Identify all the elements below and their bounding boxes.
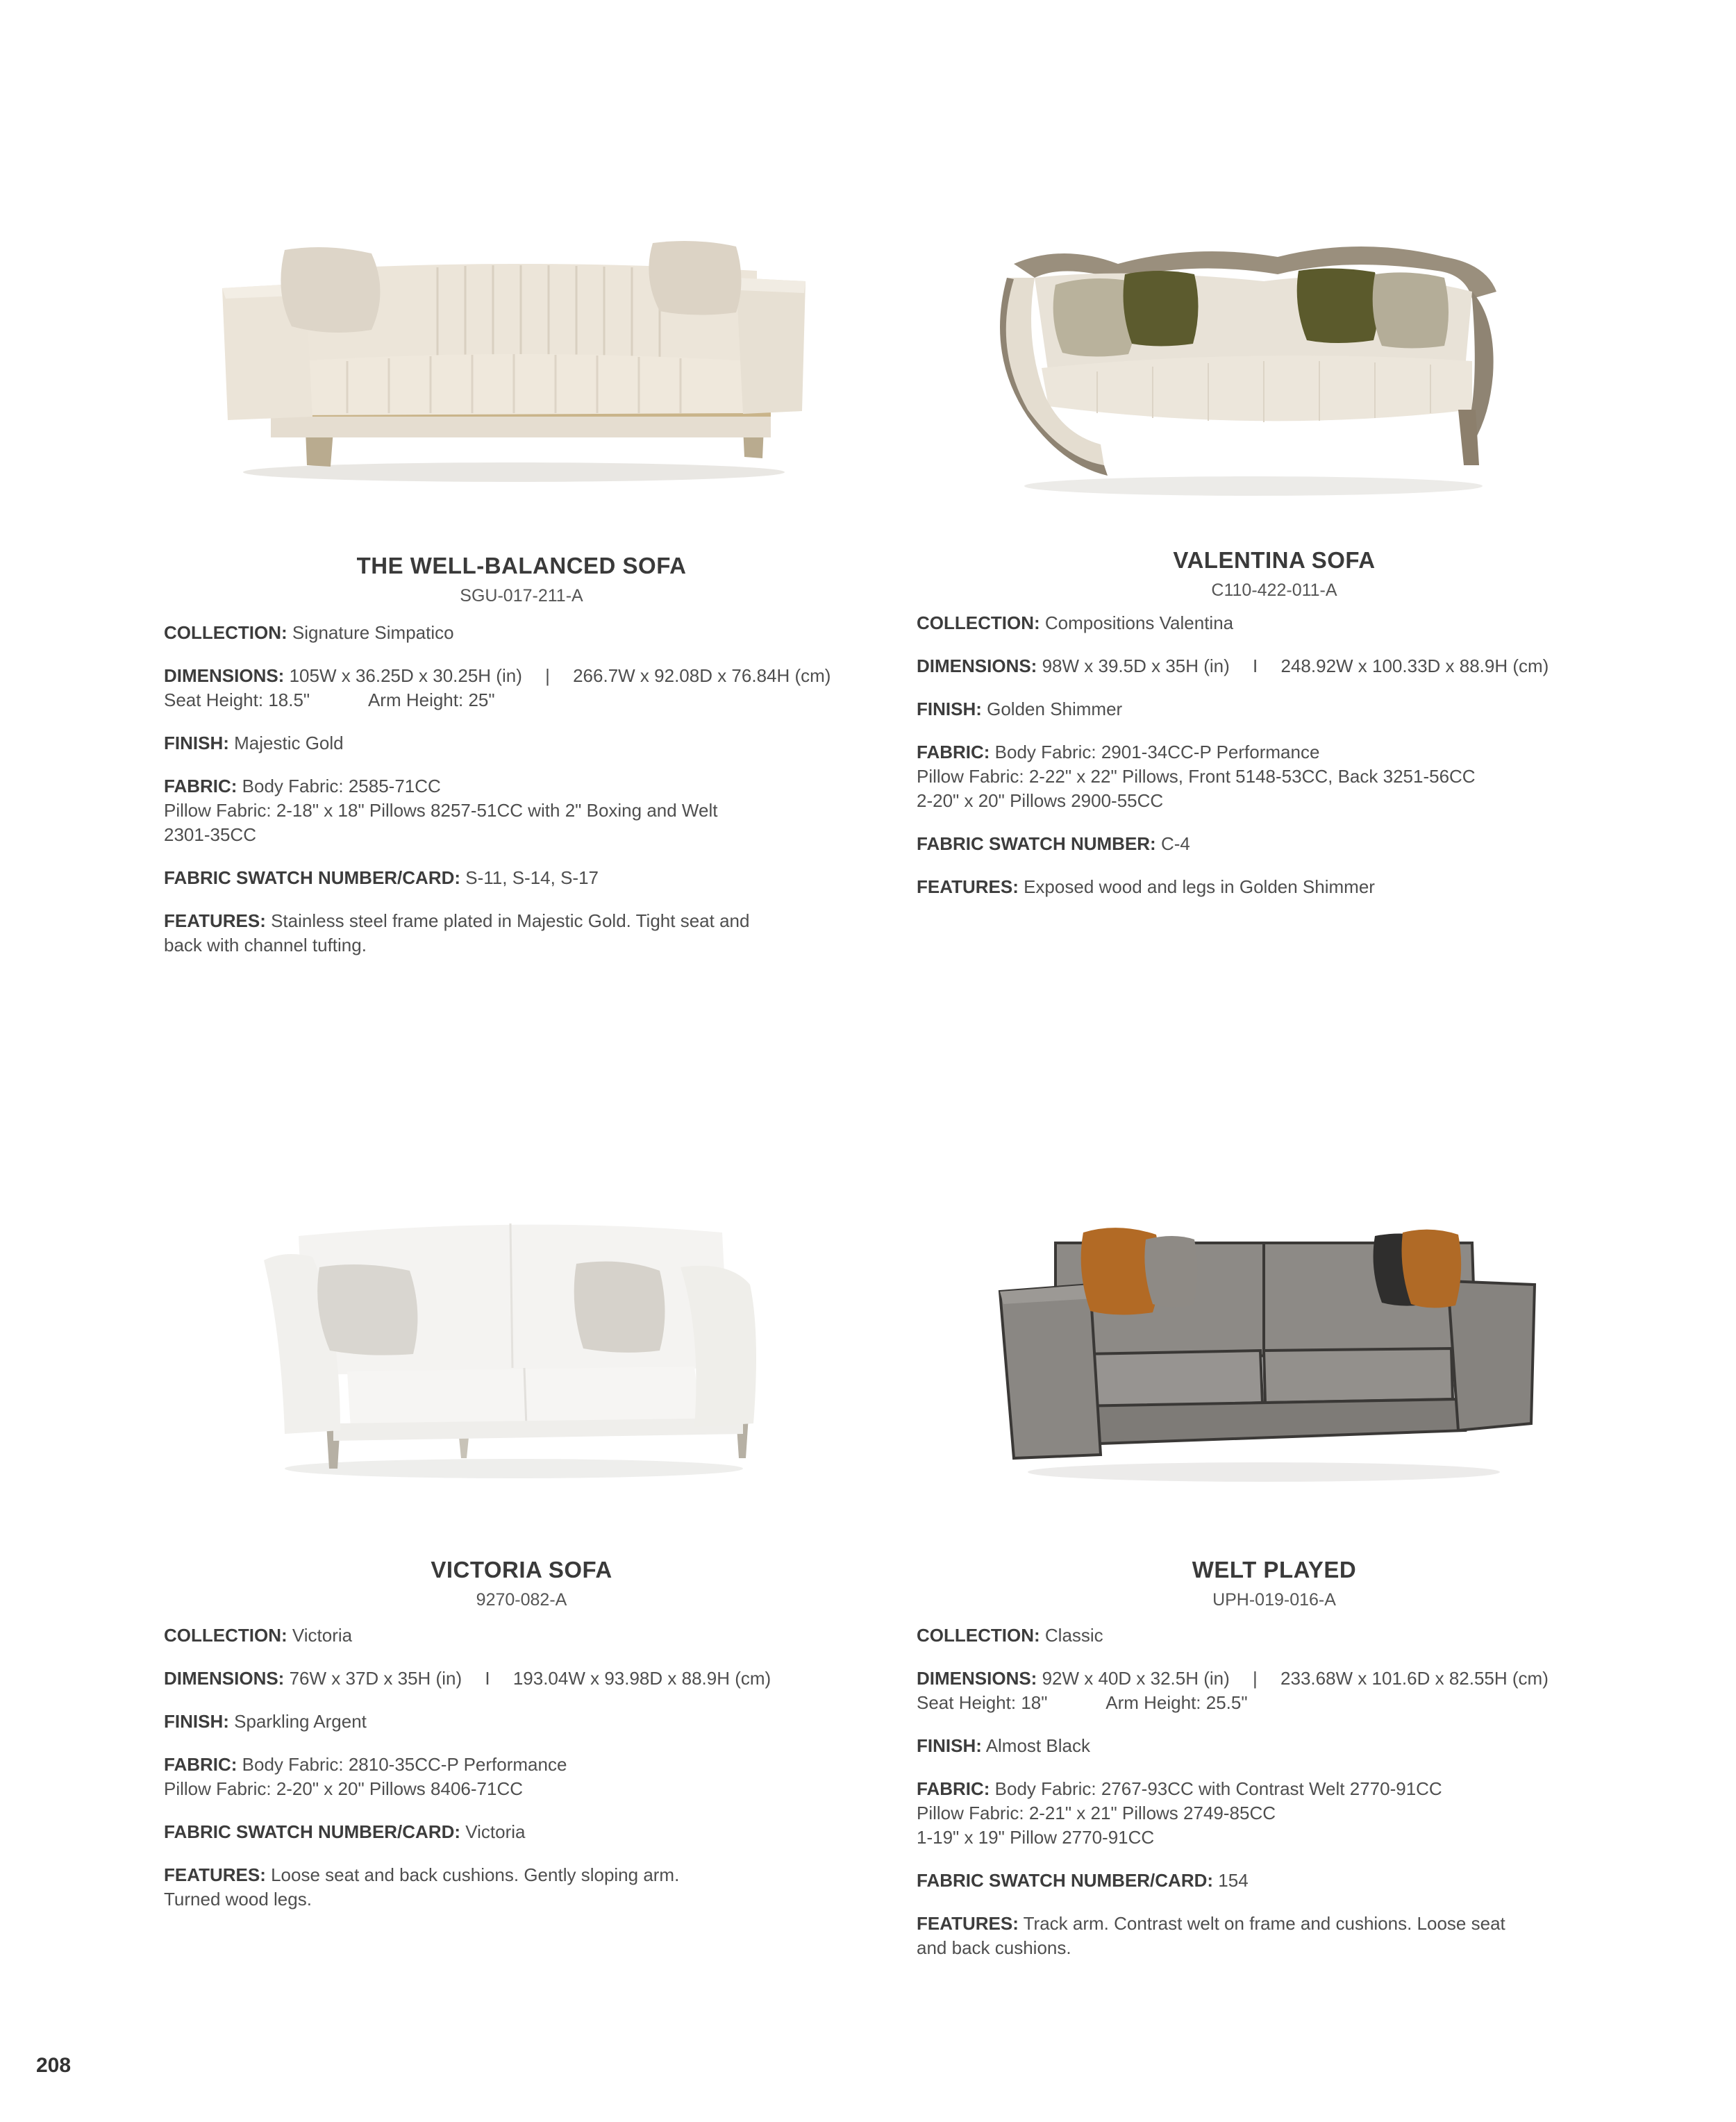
product-sku: C110-422-011-A (1211, 580, 1337, 600)
collection-value: Classic (1044, 1625, 1103, 1646)
finish-spec (917, 697, 1632, 721)
product-sku: SGU-017-211-A (460, 586, 583, 605)
dimensions-spec (164, 664, 879, 712)
swatch-value: S-11, S-14, S-17 (465, 867, 599, 888)
fabric-line: 1-19" x 19" Pillow 2770-91CC (917, 1827, 1155, 1848)
features-label: FEATURES: (917, 1913, 1019, 1934)
features-line: Track arm. Contrast welt on frame and cushions. Loose seat (1023, 1913, 1505, 1934)
features-line: Exposed wood and legs in Golden Shimmer (1024, 876, 1375, 897)
finish-value: Golden Shimmer (987, 699, 1123, 719)
dimensions-separator: | (545, 665, 550, 686)
features-line: Loose seat and back cushions. Gently sloping arm. (271, 1864, 680, 1885)
collection-spec (164, 621, 879, 645)
dimensions-label: DIMENSIONS: (164, 665, 285, 686)
finish-value: Almost Black (985, 1735, 1090, 1756)
swatch-value: Victoria (465, 1821, 526, 1842)
finish-spec (917, 1734, 1632, 1758)
dimensions-inches: 92W x 40D x 32.5H (in) (1042, 1668, 1230, 1689)
features-label: FEATURES: (164, 910, 266, 931)
fabric-label: FABRIC: (164, 776, 237, 796)
collection-spec (917, 611, 1632, 635)
features-spec (917, 1912, 1632, 1960)
dimensions-inches: 105W x 36.25D x 30.25H (in) (289, 665, 522, 686)
swatch-value: C-4 (1160, 833, 1190, 854)
product-specs (164, 1623, 879, 1930)
dimensions-spec (917, 654, 1632, 678)
features-line: back with channel tufting. (164, 935, 367, 955)
features-line: Stainless steel frame plated in Majestic Gold. Tight seat and (271, 910, 750, 931)
swatch-value: 154 (1218, 1870, 1249, 1891)
page-number: 208 (36, 2054, 72, 2077)
finish-value: Sparkling Argent (234, 1711, 367, 1732)
swatch-label: FABRIC SWATCH NUMBER/CARD: (164, 867, 461, 888)
fabric-line: Pillow Fabric: 2-18" x 18" Pillows 8257-51CC with 2" Boxing and Welt (164, 800, 718, 821)
dimensions-separator: | (1253, 1668, 1258, 1689)
dimensions-inches: 98W x 39.5D x 35H (in) (1042, 655, 1230, 676)
welt-played-sofa-image (986, 1215, 1542, 1486)
features-label: FEATURES: (917, 876, 1019, 897)
features-spec (164, 1863, 879, 1912)
product-title: VALENTINA SOFA (1173, 547, 1376, 573)
features-spec (917, 875, 1632, 899)
swatch-label: FABRIC SWATCH NUMBER/CARD: (164, 1821, 461, 1842)
finish-label: FINISH: (164, 733, 229, 753)
product-sku: UPH-019-016-A (1212, 1590, 1336, 1610)
dimensions-label: DIMENSIONS: (164, 1668, 285, 1689)
finish-spec (164, 731, 879, 755)
dimensions-label: DIMENSIONS: (917, 1668, 1037, 1689)
fabric-line: 2301-35CC (164, 824, 256, 845)
arm-height: Arm Height: 25.5" (1105, 1692, 1248, 1713)
valentina-sofa-image (986, 236, 1521, 500)
fabric-line: Body Fabric: 2767-93CC with Contrast Welt 2770-91CC (994, 1778, 1442, 1799)
fabric-label: FABRIC: (917, 1778, 990, 1799)
product-specs (917, 1623, 1632, 1979)
product-sku: 9270-082-A (476, 1590, 567, 1610)
finish-label: FINISH: (917, 699, 982, 719)
dimensions-separator: I (485, 1668, 490, 1689)
dimensions-spec (917, 1666, 1632, 1715)
collection-value: Signature Simpatico (292, 622, 454, 643)
product-title: VICTORIA SOFA (431, 1557, 612, 1582)
dimensions-spec (164, 1666, 879, 1691)
fabric-spec (917, 1777, 1632, 1850)
seat-height: Seat Height: 18" (917, 1692, 1048, 1713)
fabric-line: Pillow Fabric: 2-21" x 21" Pillows 2749-85CC (917, 1803, 1276, 1823)
product-title: THE WELL-BALANCED SOFA (356, 553, 687, 578)
fabric-line: 2-20" x 20" Pillows 2900-55CC (917, 790, 1164, 811)
well-balanced-sofa-image (208, 229, 819, 486)
dimensions-label: DIMENSIONS: (917, 655, 1037, 676)
dimensions-centimeters: 248.92W x 100.33D x 88.9H (cm) (1280, 655, 1549, 676)
finish-label: FINISH: (917, 1735, 982, 1756)
dimensions-centimeters: 266.7W x 92.08D x 76.84H (cm) (573, 665, 831, 686)
features-spec (164, 909, 879, 958)
arm-height: Arm Height: 25" (367, 690, 495, 710)
dimensions-separator: I (1253, 655, 1258, 676)
collection-value: Compositions Valentina (1044, 612, 1234, 633)
fabric-label: FABRIC: (917, 742, 990, 762)
swatch-spec (164, 1820, 879, 1844)
fabric-spec (164, 774, 879, 847)
victoria-sofa-image (243, 1194, 785, 1486)
features-label: FEATURES: (164, 1864, 266, 1885)
fabric-line: Body Fabric: 2901-34CC-P Performance (994, 742, 1320, 762)
collection-value: Victoria (292, 1625, 353, 1646)
swatch-spec (917, 832, 1632, 856)
finish-spec (164, 1710, 879, 1734)
finish-value: Majestic Gold (234, 733, 344, 753)
swatch-spec (917, 1869, 1632, 1893)
finish-label: FINISH: (164, 1711, 229, 1732)
swatch-label: FABRIC SWATCH NUMBER/CARD: (917, 1870, 1214, 1891)
collection-spec (164, 1623, 879, 1648)
collection-label: COLLECTION: (917, 1625, 1040, 1646)
fabric-label: FABRIC: (164, 1754, 237, 1775)
fabric-spec (917, 740, 1632, 813)
product-specs (917, 611, 1632, 918)
fabric-line: Body Fabric: 2810-35CC-P Performance (242, 1754, 567, 1775)
collection-label: COLLECTION: (164, 1625, 287, 1646)
fabric-line: Pillow Fabric: 2-22" x 22" Pillows, Front 5148-53CC, Back 3251-56CC (917, 766, 1476, 787)
features-line: and back cushions. (917, 1937, 1071, 1958)
product-specs (164, 621, 879, 976)
dimensions-centimeters: 233.68W x 101.6D x 82.55H (cm) (1280, 1668, 1549, 1689)
features-line: Turned wood legs. (164, 1889, 312, 1910)
dimensions-inches: 76W x 37D x 35H (in) (289, 1668, 462, 1689)
fabric-spec (164, 1753, 879, 1801)
collection-label: COLLECTION: (164, 622, 287, 643)
fabric-line: Body Fabric: 2585-71CC (242, 776, 441, 796)
collection-label: COLLECTION: (917, 612, 1040, 633)
product-title: WELT PLAYED (1192, 1557, 1357, 1582)
swatch-label: FABRIC SWATCH NUMBER: (917, 833, 1156, 854)
collection-spec (917, 1623, 1632, 1648)
swatch-spec (164, 866, 879, 890)
dimensions-centimeters: 193.04W x 93.98D x 88.9H (cm) (512, 1668, 771, 1689)
fabric-line: Pillow Fabric: 2-20" x 20" Pillows 8406-71CC (164, 1778, 524, 1799)
seat-height: Seat Height: 18.5" (164, 690, 310, 710)
